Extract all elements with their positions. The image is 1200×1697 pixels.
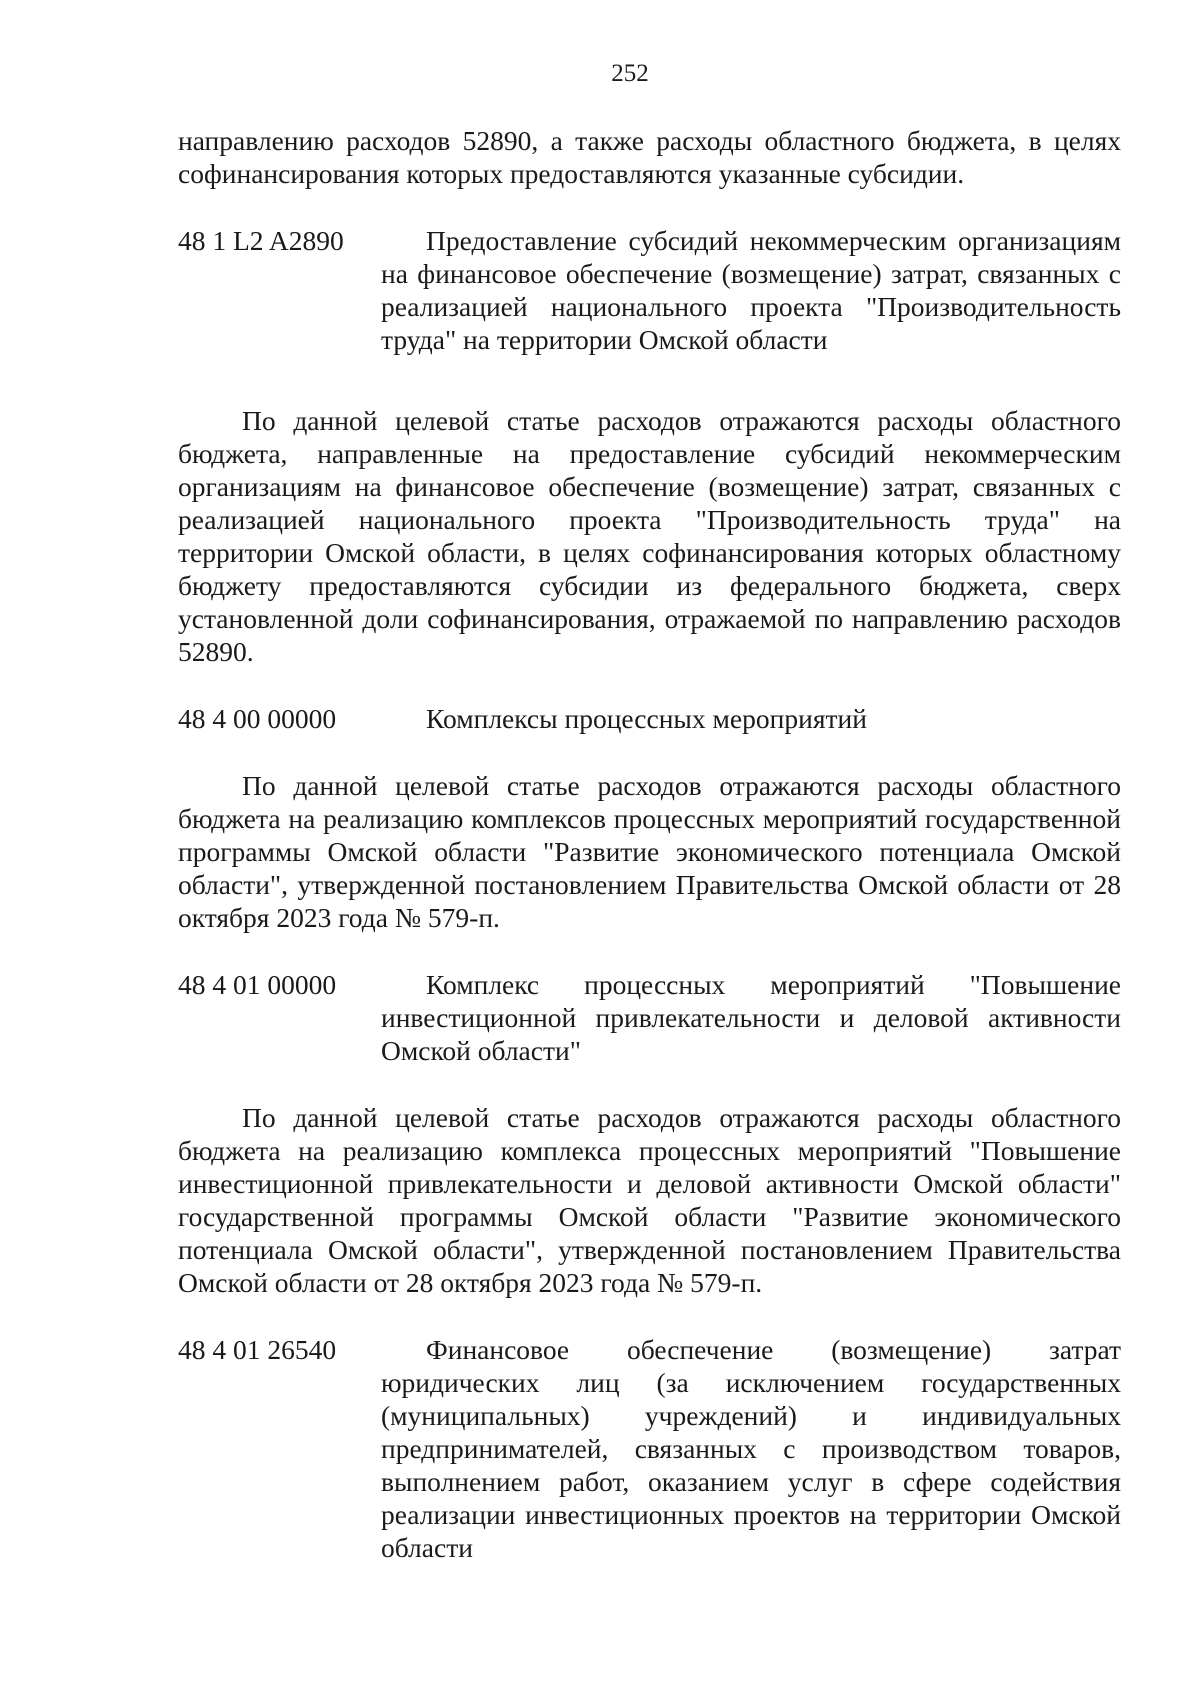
explanation-paragraph: По данной целевой статье расходов отражаются расходы областного бюджета на реализацию комплекса процессных мероприятий "Повышение инвестиционной привлекательности и деловой активности Омской области" государственной программы Омской области "Развитие экономического потенциала Омской области", утвержденной постановлением Правительства Омской области от 28 октября 2023 года № 579-п.: [178, 1102, 1121, 1298]
paragraph-continuation: направлению расходов 52890, а также расходы областного бюджета, в целях софинансирования которых предоставляются указанные субсидии.: [178, 125, 1121, 189]
entry-code: 48 1 L2 A2890: [178, 225, 344, 256]
entry-description: Финансовое обеспечение (возмещение) затрат юридических лиц (за исключением государственных (муниципальных) учреждений) и индивидуальных предпринимателей, связанных с производством товаров, выполнением работ, оказанием услуг в сфере содействия реализации инвестиционных проектов на территории Омской области: [381, 1334, 1121, 1563]
entry-code: 48 4 01 00000: [178, 969, 337, 1000]
budget-entry-48-1-l2-a2890: [178, 224, 1121, 356]
entry-code: 48 4 01 26540: [178, 1334, 337, 1365]
explanation-paragraph: По данной целевой статье расходов отражаются расходы областного бюджета на реализацию комплексов процессных мероприятий государственной программы Омской области "Развитие экономического потенциала Омской области", утвержденной постановлением Правительства Омской области от 28 октября 2023 года № 579-п.: [178, 770, 1121, 933]
entry-code: 48 4 00 00000: [178, 703, 337, 734]
page-number: 252: [611, 60, 649, 87]
entry-description: Предоставление субсидий некоммерческим организациям на финансовое обеспечение (возмещение) затрат, связанных с реализацией национального проекта "Производительность труда" на территории Омской области: [381, 225, 1121, 355]
budget-entry-48-4-01-26540: [178, 1333, 1121, 1564]
document-body: [178, 124, 1121, 1564]
explanation-paragraph: По данной целевой статье расходов отражаются расходы областного бюджета, направленные на предоставление субсидий некоммерческим организациям на финансовое обеспечение (возмещение) затрат, связанных с реализацией национального проекта "Производительность труда" на территории Омской области, в целях софинансирования которых областному бюджету предоставляются субсидии из федерального бюджета, сверх установленной доли софинансирования, отражаемой по направлению расходов 52890.: [178, 405, 1121, 667]
entry-description: Комплексы процессных мероприятий: [426, 703, 867, 734]
budget-entry-48-4-01-00000: [178, 968, 1121, 1067]
budget-entry-48-4-00-00000: [178, 702, 1121, 735]
entry-description: Комплекс процессных мероприятий "Повышение инвестиционной привлекательности и деловой активности Омской области": [381, 969, 1121, 1066]
